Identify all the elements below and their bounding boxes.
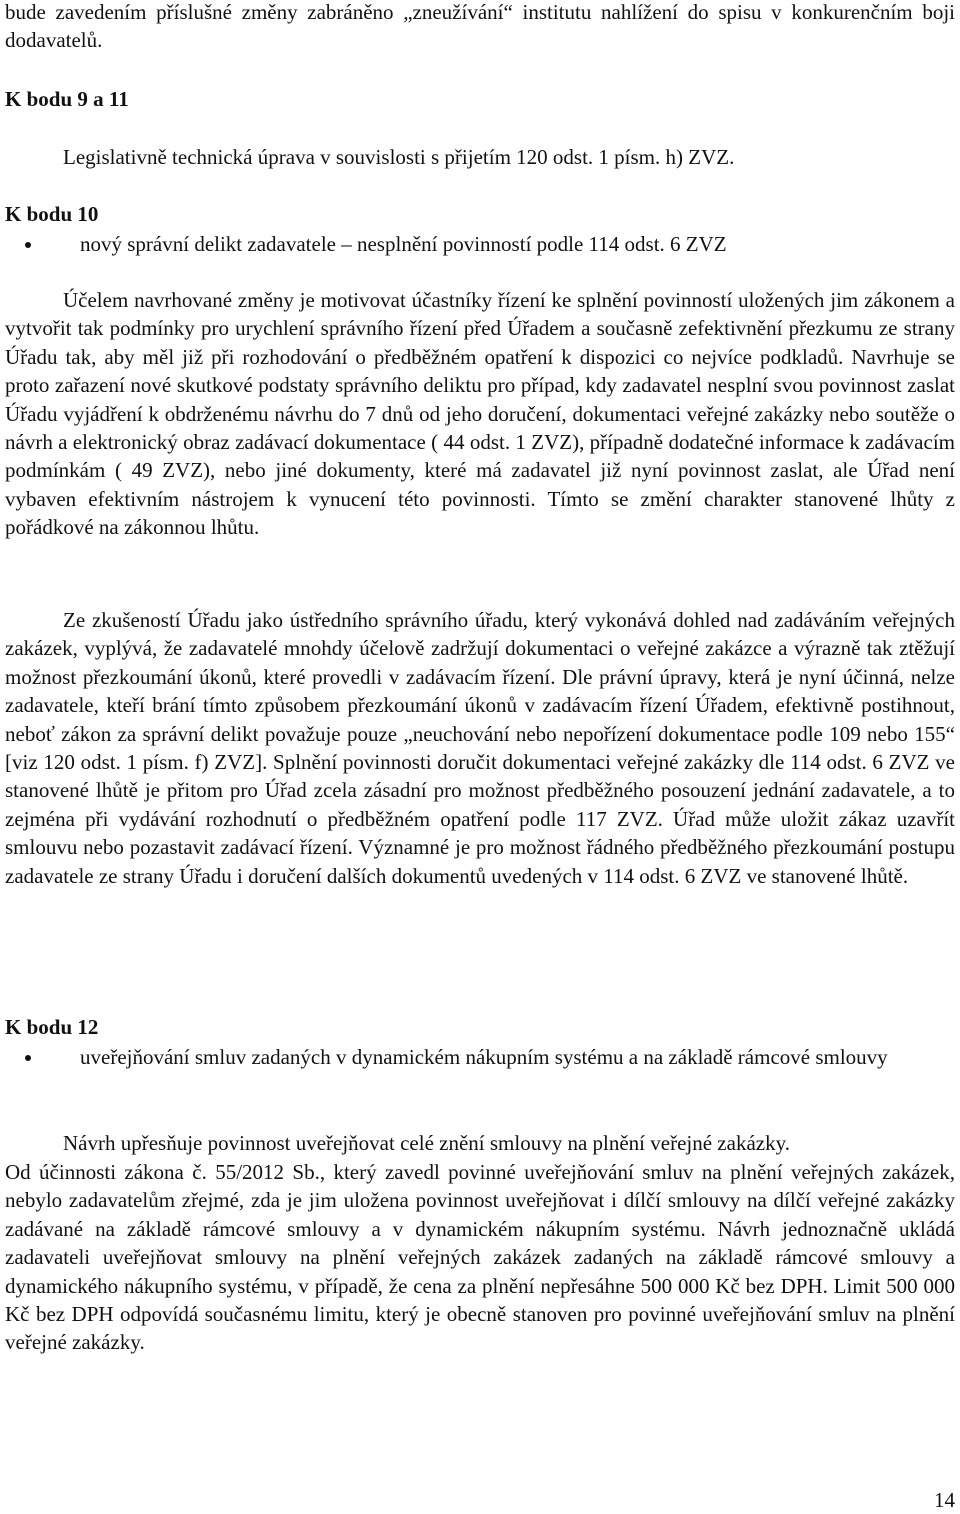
page-number: 14 [934, 1488, 955, 1512]
section-12-paragraph-rest: Od účinnosti zákona č. 55/2012 Sb., který zavedl povinné uveřejňování smluv na plnění veřejných zakázek, nebylo zadavatelům zřejmé, zda je jim uložena povinnost uveřejňovat i dílčí smlouvy na dílčí veřejné zakázky zadávané na základě rámcové smlouvy a v dynamickém nákupním systému. Návrh jednoznačně ukládá zadavateli uveřejňovat smlouvy na plnění veřejných zakázek zadaných na základě rámcové smlouvy a dynamického nákupního systému, v případě, že cena za plnění nepřesáhne 500 000 Kč bez DPH. Limit 500 000 Kč bez DPH odpovídá současnému limitu, který je obecně stanoven pro povinné uveřejňování smluv na plnění veřejné zakázky. [5, 1160, 955, 1355]
section-10-paragraph-1: Účelem navrhované změny je motivovat účastníky řízení ke splnění povinností uložených jim zákonem a vytvořit tak podmínky pro urychlení správního řízení před Úřadem a současně zefektivnění přezkumu ze strany Úřadu tak, aby měl již při rozhodování o předběžném opatření k dispozici co nejvíce podkladů. Navrhuje se proto zařazení nové skutkové podstaty správního deliktu pro případ, kdy zadavatel nesplní svou povinnost zaslat Úřadu vyjádření k obdrženému návrhu do 7 dnů od jeho doručení, dokumentaci veřejné zakázky nebo soutěže o návrh a elektronický obraz zadávací dokumentace ( 44 odst. 1 ZVZ), případně dodatečné informace k zadávacím podmínkám ( 49 ZVZ), nebo jiné dokumenty, které má zadavatel již nyní povinnost zaslat, ale Úřad není vybaven efektivním nástrojem k vynucení této povinnosti. Tímto se změní charakter stanovené lhůty z pořádkové na zákonnou lhůtu. [5, 288, 955, 540]
section-10-paragraph-2: Ze zkušeností Úřadu jako ústředního správního úřadu, který vykonává dohled nad zadáváním veřejných zakázek, vyplývá, že zadavatelé mnohdy účelově zadržují dokumentaci o veřejné zakázce a výrazně tak ztěžují možnost přezkoumání úkonů, které provedli v zadávacím řízení. Dle právní úpravy, která je nyní účinná, nelze zadavatele, kteří brání tímto způsobem přezkoumání úkonů v zadávacím řízení Úřadem, efektivně postihnout, neboť zákon za správní delikt považuje pouze „neuchování nebo nepořízení dokumentace podle 109 nebo 155“ [viz 120 odst. 1 písm. f) ZVZ]. Splnění povinnosti doručit dokumentaci veřejné zakázky dle 114 odst. 6 ZVZ ve stanovené lhůtě je přitom pro Úřad zcela zásadní pro možnost předběžného posouzení jednání zadavatele, a to zejména při vydávání rozhodnutí o předběžném opatření podle 117 ZVZ. Úřad může uložit zákaz uzavřít smlouvu nebo pozastavit zadávací řízení. Významné je pro možnost řádného předběžného přezkoumání postupu zadavatele ze strany Úřadu i doručení dalších dokumentů uvedených v 114 odst. 6 ZVZ ve stanovené lhůtě. [5, 608, 955, 888]
section-9-11-text: Legislativně technická úprava v souvislosti s přijetím 120 odst. 1 písm. h) ZVZ. [63, 145, 735, 169]
section-10-bullet-text: nový správní delikt zadavatele – nesplnění povinností podle 114 odst. 6 ZVZ [80, 232, 727, 256]
heading-k-bodu-12: K bodu 12 [5, 1015, 99, 1039]
bullet-icon [5, 230, 80, 258]
heading-k-bodu-10: K bodu 10 [5, 202, 99, 226]
bullet-icon [5, 1043, 80, 1071]
section-10-bullet-item [5, 230, 955, 258]
section-12-bullet-text: uveřejňování smluv zadaných v dynamickém nákupním systému a na základě rámcové smlouvy [80, 1045, 888, 1069]
section-12-bullet-item [5, 1043, 955, 1071]
intro-paragraph: bude zavedením příslušné změny zabráněno „zneužívání“ institutu nahlížení do spisu v konkurenčním boji dodavatelů. [5, 0, 955, 53]
heading-k-bodu-9-a-11: K bodu 9 a 11 [5, 87, 129, 111]
section-12-paragraph-first-line: Návrh upřesňuje povinnost uveřejňovat celé znění smlouvy na plnění veřejné zakázky. [63, 1131, 790, 1155]
